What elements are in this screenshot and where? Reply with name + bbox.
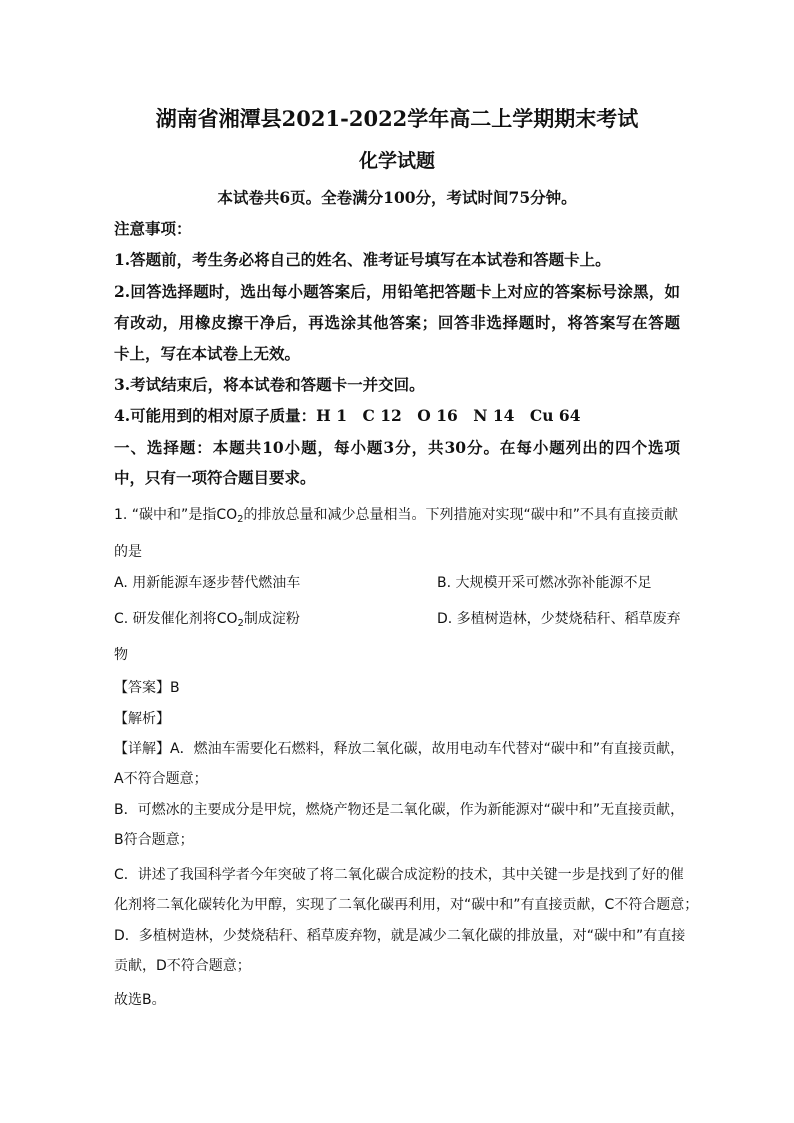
question-stem-end: 的排放总量和减少总量相当。下列措施对实现“碳中和”不具有直接贡献 [243, 507, 679, 523]
answer: 【答案】B [114, 680, 180, 696]
note-item-1: 1.答题前，考生务必将自己的姓名、准考证号填写在本试卷和答题卡上。 [114, 250, 611, 269]
section-heading-cont: 中，只有一项符合题目要求。 [114, 468, 316, 487]
note-item-4: 4.可能用到的相对原子质量：H 1 C 12 O 16 N 14 Cu 64 [114, 406, 581, 425]
note-item-2-cont: 有改动，用橡皮擦干净后，再选涂其他答案；回答非选择题时，将答案写在答题 [114, 313, 680, 332]
detail-line: B符合题意； [114, 832, 194, 848]
option-d: D. 多植树造林，少焚烧秸秆、稻草废弃 [437, 611, 681, 627]
notes-heading: 注意事项： [114, 219, 192, 238]
exam-info: 本试卷共6页。全卷满分100分，考试时间75分钟。 [217, 188, 577, 207]
detail-line: 化剂将二氧化碳转化为甲醇，实现了二氧化碳再利用，对“碳中和”有直接贡献，C不符合题意； [114, 897, 699, 913]
co2-formula: $CO_2$ [216, 611, 244, 629]
note-item-2: 2.回答选择题时，选出每小题答案后，用铅笔把答题卡上对应的答案标号涂黑，如 [114, 282, 680, 301]
question-stem-start: 1. “碳中和”是指 [114, 507, 217, 523]
exam-subject: 化学试题 [358, 150, 435, 172]
co2-formula: $CO_2$ [216, 507, 244, 525]
detail-line: 【详解】A．燃油车需要化石燃料，释放二氧化碳，故用电动车代替对“碳中和”有直接贡献， [114, 741, 685, 757]
detail-line: 故选B。 [114, 992, 166, 1008]
note-item-2-end: 卡上，写在本试卷上无效。 [114, 344, 301, 363]
option-c: C. 研发催化剂将$CO_2$制成淀粉 [114, 611, 300, 629]
section-heading: 一、选择题：本题共10小题，每小题3分，共30分。在每小题列出的四个选项 [114, 438, 680, 457]
question-stem-cont: 的是 [114, 544, 142, 560]
option-d-cont: 物 [114, 647, 128, 663]
detail-line: D．多植树造林，少焚烧秸秆、稻草废弃物，就是减少二氧化碳的排放量，对“碳中和”有直接 [114, 928, 686, 944]
detail-line: C．讲述了我国科学者今年突破了将二氧化碳合成淀粉的技术，其中关键一步是找到了好的催 [114, 867, 684, 883]
option-b: B. 大规模开采可燃冰弥补能源不足 [437, 575, 652, 591]
detail-line: 贡献，D不符合题意； [114, 958, 251, 974]
option-a: A. 用新能源车逐步替代燃油车 [114, 575, 301, 591]
note-item-3: 3.考试结束后，将本试卷和答题卡一并交回。 [114, 375, 425, 394]
question-stem [114, 504, 678, 525]
analysis-heading: 【解析】 [114, 711, 170, 727]
detail-line: A不符合题意； [114, 771, 208, 787]
exam-title: 湖南省湘潭县2021-2022学年高二上学期期末考试 [155, 106, 639, 131]
detail-line: B．可燃冰的主要成分是甲烷，燃烧产物还是二氧化碳，作为新能源对“碳中和”无直接贡献， [114, 802, 685, 818]
